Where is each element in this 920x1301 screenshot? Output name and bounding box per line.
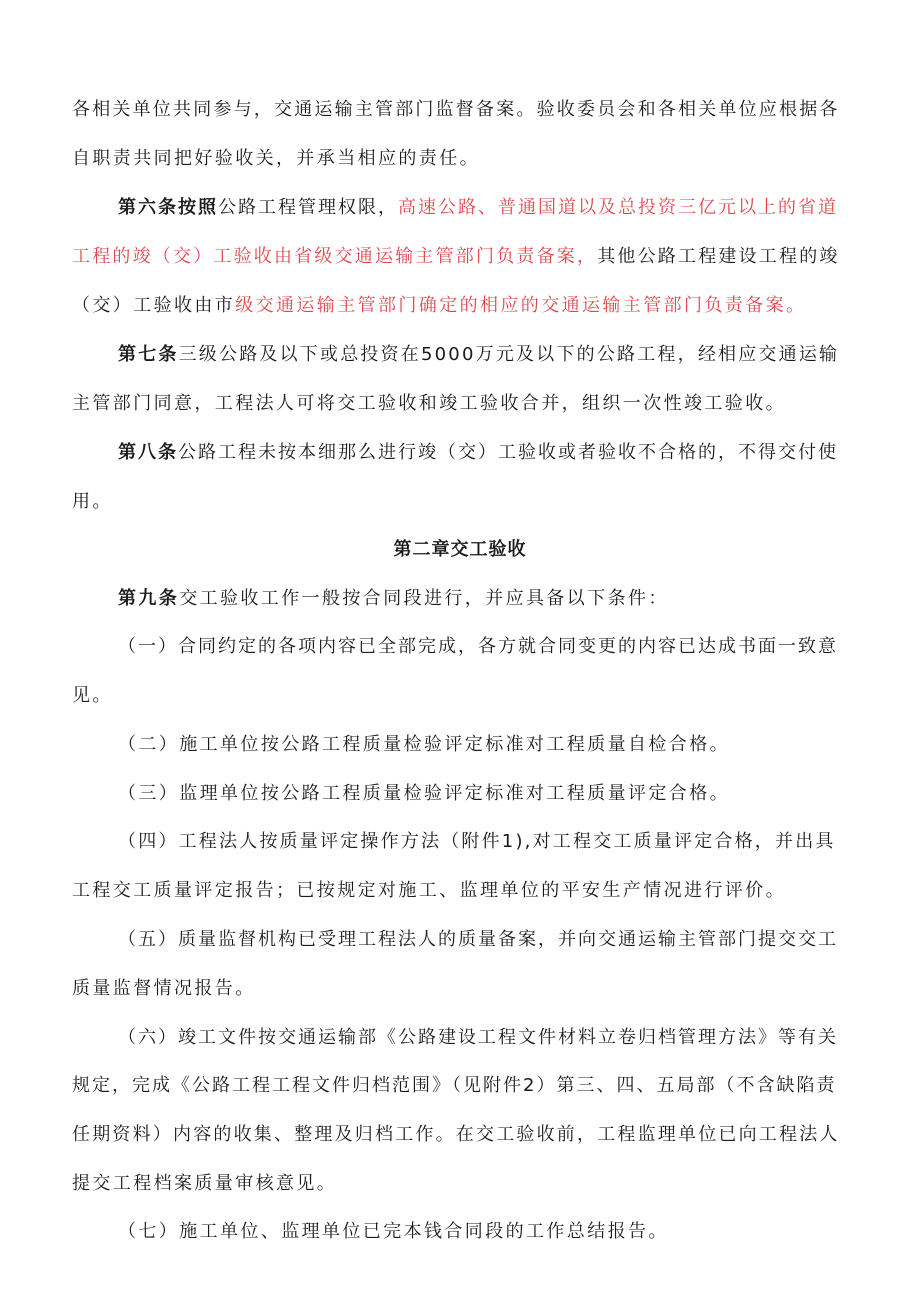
article-8-line-2 bbox=[72, 489, 113, 515]
text-run: 公路工程未按本细那么进行竣（交）工验收或者验收不合格的，不得交付使 bbox=[178, 442, 838, 463]
article-6-line-2 bbox=[72, 244, 840, 270]
text-run: （四）工程法人按质量评定操作方法（附件1),对工程交工质量评定合格，并出具 bbox=[118, 831, 836, 852]
condition-4-line-1 bbox=[118, 829, 836, 855]
text-run: （六）竣工文件按交通运输部《公路建设工程文件材料立卷归档管理方法》等有关 bbox=[118, 1027, 838, 1048]
condition-6-line-4 bbox=[72, 1171, 337, 1197]
text-run: （交）工验收由市 bbox=[72, 295, 236, 316]
text-run: （三）监理单位按公路工程质量检验评定标准对工程质量评定合格。 bbox=[118, 783, 730, 804]
text-run: 用。 bbox=[72, 491, 113, 512]
paragraph-line bbox=[72, 97, 840, 123]
article-8-line-1 bbox=[118, 440, 838, 466]
text-run: 质量监督情况报告。 bbox=[72, 978, 256, 999]
article-7-line-1 bbox=[118, 342, 839, 368]
highlighted-text: 级交通运输主管部门确定的相应的交通运输主管部门负责备案。 bbox=[235, 295, 807, 316]
text-run: 主管部门同意，工程法人可将交工验收和竣工验收合并，组织一次性竣工验收。 bbox=[72, 393, 786, 414]
condition-7 bbox=[118, 1219, 669, 1245]
text-run: （一）合同约定的各项内容已全部完成，各方就合同变更的内容已达成书面一致意 bbox=[118, 636, 838, 657]
text-run: 交工验收工作一般按合同段进行，并应具备以下条件： bbox=[179, 588, 669, 609]
text-run: 见。 bbox=[72, 685, 113, 706]
text-run: （五）质量监督机构已受理工程法人的质量备案，并向交通运输主管部门提交交工 bbox=[118, 929, 838, 950]
condition-3 bbox=[118, 781, 730, 807]
text-run: 工程交工质量评定报告；已按规定对施工、监理单位的平安生产情况进行评价。 bbox=[72, 880, 786, 901]
article-label: 第七条 bbox=[118, 344, 179, 365]
text-run: 各相关单位共同参与，交通运输主管部门监督备案。验收委员会和各相关单位应根据各 bbox=[72, 99, 840, 120]
article-6-line-1 bbox=[118, 195, 838, 221]
text-run: 自职责共同把好验收关，并承当相应的责任。 bbox=[72, 148, 480, 169]
article-6-line-3 bbox=[72, 293, 806, 319]
condition-6-line-3 bbox=[72, 1122, 840, 1148]
paragraph-line bbox=[72, 146, 480, 172]
article-9-line-1 bbox=[118, 586, 669, 612]
condition-1-line-2 bbox=[72, 683, 113, 709]
condition-2 bbox=[118, 732, 730, 758]
condition-5-line-2 bbox=[72, 976, 256, 1002]
condition-5-line-1 bbox=[118, 927, 838, 953]
text-run: 提交工程档案质量审核意见。 bbox=[72, 1173, 338, 1194]
condition-6-line-1 bbox=[118, 1025, 838, 1051]
text-run: 其他公路工程建设工程的竣 bbox=[597, 246, 840, 267]
text-run: （七）施工单位、监理单位已完本钱合同段的工作总结报告。 bbox=[118, 1221, 669, 1242]
text-run: 公路工程管理权限， bbox=[218, 197, 398, 218]
article-7-line-2 bbox=[72, 391, 786, 417]
text-run: 规定，完成《公路工程工程文件归档范围》（见附件2）第三、四、五局部（不含缺陷责 bbox=[72, 1075, 837, 1096]
highlighted-text: 高速公路、普通国道以及总投资三亿元以上的省道 bbox=[398, 197, 838, 218]
condition-4-line-2 bbox=[72, 878, 786, 904]
highlighted-text: 工程的竣（交）工验收由省级交通运输主管部门负责备案， bbox=[72, 246, 598, 267]
text-run: 任期资料）内容的收集、整理及归档工作。在交工验收前，工程监理单位已向工程法人 bbox=[72, 1124, 840, 1145]
text-run: （二）施工单位按公路工程质量检验评定标准对工程质量自检合格。 bbox=[118, 734, 730, 755]
article-label: 第九条 bbox=[118, 588, 180, 609]
text-run: 三级公路及以下或总投资在5000万元及以下的公路工程，经相应交通运输 bbox=[178, 344, 840, 365]
chapter-heading: 第二章交工验收 bbox=[393, 539, 527, 560]
article-label: 第六条按照 bbox=[118, 197, 218, 218]
article-label: 第八条 bbox=[118, 442, 178, 463]
condition-6-line-2 bbox=[72, 1073, 836, 1099]
condition-1-line-1 bbox=[118, 634, 838, 660]
